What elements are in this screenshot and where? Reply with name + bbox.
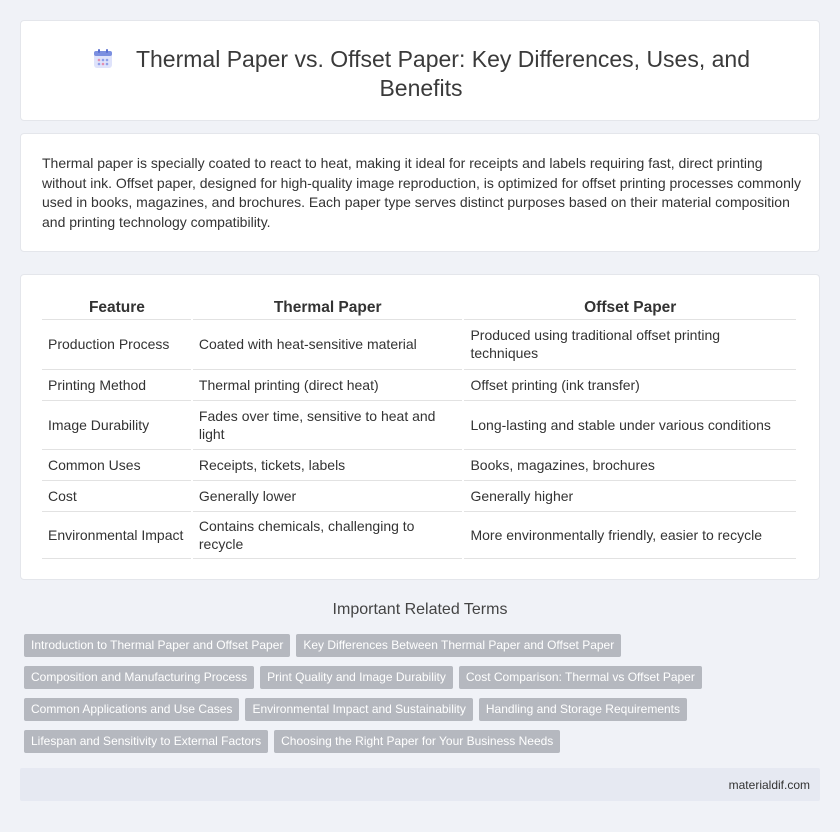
table-row <box>42 319 797 369</box>
feature-cell: Cost <box>42 480 192 511</box>
footer-bar <box>20 768 820 801</box>
related-term-tag[interactable]: Introduction to Thermal Paper and Offset Paper <box>24 634 290 657</box>
thermal-cell: Receipts, tickets, labels <box>192 449 464 480</box>
feature-cell: Common Uses <box>42 449 192 480</box>
offset-cell: Produced using traditional offset printing techniques <box>463 319 797 369</box>
related-term-tag[interactable]: Print Quality and Image Durability <box>260 666 453 689</box>
offset-cell: Books, magazines, brochures <box>463 449 797 480</box>
page-title-row <box>21 45 821 103</box>
related-term-tag[interactable]: Environmental Impact and Sustainability <box>245 698 472 721</box>
thermal-cell: Thermal printing (direct heat) <box>192 369 464 400</box>
header-thermal-paper: Thermal Paper <box>192 294 464 319</box>
intro-paragraph: Thermal paper is specially coated to react to heat, making it ideal for receipts and labels requiring fast, direct printing without ink. Offset paper, designed for high-quality image reproduction, is optimized for offset printing processes commonly used in books, magazines, and brochures. Each paper type serves distinct purposes based on their material composition and printing technology compatibility. <box>42 155 801 230</box>
title-card <box>20 20 820 121</box>
intro-card <box>20 133 820 252</box>
offset-cell: Generally higher <box>463 480 797 511</box>
feature-cell: Environmental Impact <box>42 511 192 558</box>
header-offset-paper: Offset Paper <box>463 294 797 319</box>
table-row <box>42 449 797 480</box>
page-title: Thermal Paper vs. Offset Paper: Key Differences, Uses, and Benefits <box>135 46 751 101</box>
related-term-tag[interactable]: Lifespan and Sensitivity to External Factors <box>24 730 268 753</box>
related-terms-list <box>24 634 824 762</box>
table-row <box>42 400 797 449</box>
thermal-cell: Contains chemicals, challenging to recycle <box>192 511 464 558</box>
table-row <box>42 511 797 558</box>
calendar-icon <box>92 48 114 70</box>
offset-cell: Offset printing (ink transfer) <box>463 369 797 400</box>
related-term-tag[interactable]: Choosing the Right Paper for Your Business Needs <box>274 730 560 753</box>
header-feature: Feature <box>42 294 192 319</box>
related-term-tag[interactable]: Handling and Storage Requirements <box>479 698 687 721</box>
feature-cell: Image Durability <box>42 400 192 449</box>
offset-cell: Long-lasting and stable under various conditions <box>463 400 797 449</box>
table-row <box>42 369 797 400</box>
footer-site-link[interactable]: materialdif.com <box>728 778 810 792</box>
related-term-tag[interactable]: Key Differences Between Thermal Paper and Offset Paper <box>296 634 621 657</box>
related-term-tag[interactable]: Common Applications and Use Cases <box>24 698 239 721</box>
thermal-cell: Coated with heat-sensitive material <box>192 319 464 369</box>
related-term-tag[interactable]: Composition and Manufacturing Process <box>24 666 254 689</box>
related-terms-heading: Important Related Terms <box>332 601 508 618</box>
table-row <box>42 480 797 511</box>
table-header-row <box>42 294 797 319</box>
thermal-cell: Generally lower <box>192 480 464 511</box>
feature-cell: Production Process <box>42 319 192 369</box>
thermal-cell: Fades over time, sensitive to heat and light <box>192 400 464 449</box>
feature-cell: Printing Method <box>42 369 192 400</box>
comparison-card <box>20 274 820 580</box>
comparison-table <box>42 294 798 559</box>
related-term-tag[interactable]: Cost Comparison: Thermal vs Offset Paper <box>459 666 702 689</box>
offset-cell: More environmentally friendly, easier to recycle <box>463 511 797 558</box>
